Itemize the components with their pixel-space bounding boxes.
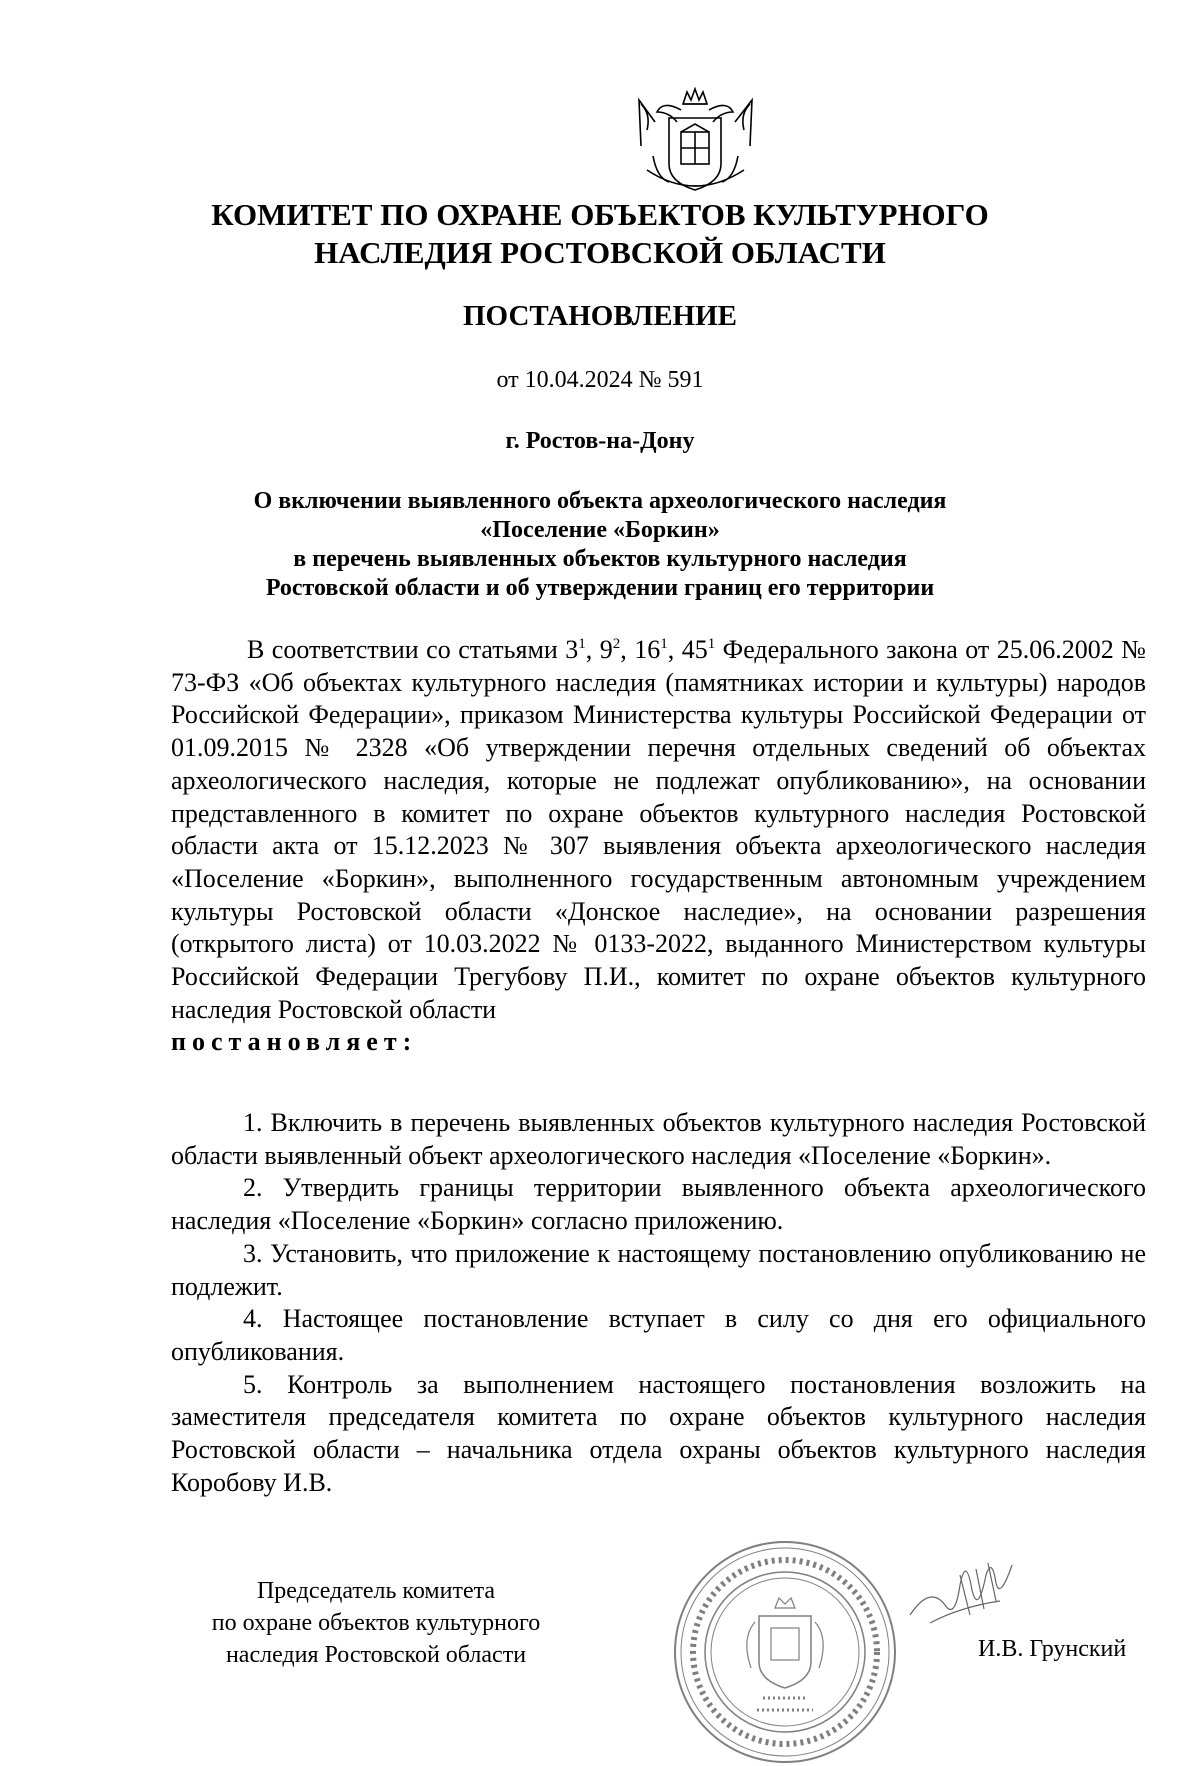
resolution-item: 5. Контроль за выполнением настоящего постановления возложить на заместителя председателя комитета по охране объектов культурного наследия Ростовской области – начальника отдела охраны объектов культурного наследия Коробову И.В. [171, 1369, 1146, 1497]
organization-line: КОМИТЕТ ПО ОХРАНЕ ОБЪЕКТОВ КУЛЬТУРНОГО [211, 197, 989, 232]
signatory-name: И.В. Грунский [978, 1636, 1127, 1662]
organization-line: НАСЛЕДИЯ РОСТОВСКОЙ ОБЛАСТИ [314, 235, 886, 270]
preamble-text: , 16 [620, 635, 661, 664]
preamble-text: , 45 [667, 635, 708, 664]
signatory-title-line: по охране объектов культурного [211, 1610, 541, 1636]
handwritten-signature-icon [900, 1545, 1020, 1635]
resolution-item: 2. Утвердить границы территории выявленного объекта археологического наследия «Поселение «Боркин» согласно приложению. [171, 1173, 1146, 1236]
subject-line: Ростовской области и об утверждении границ его территории [265, 575, 935, 601]
official-seal-icon [671, 1538, 899, 1766]
resolution-items [171, 1107, 1146, 1499]
signatory-title-line: Председатель комитета [256, 1578, 496, 1604]
subject-line: О включении выявленного объекта археологического наследия [253, 488, 947, 514]
document-type: ПОСТАНОВЛЕНИЕ [462, 300, 737, 332]
article-superscript: 1 [660, 636, 668, 652]
article-superscript: 1 [707, 636, 716, 652]
document-city: г. Ростов-на-Дону [505, 428, 695, 454]
preamble-text: В соответствии со статьями 3 [247, 635, 579, 664]
preamble-text: , 9 [585, 635, 613, 664]
resolution-item: 3. Установить, что приложение к настоящему постановлению опубликованию не подлежит. [171, 1238, 1146, 1301]
subject-line: «Поселение «Боркин» [480, 517, 720, 543]
coat-of-arms-icon [633, 86, 758, 198]
preamble-paragraph [171, 634, 1146, 1026]
subject-line: в перечень выявленных объектов культурного наследия [293, 546, 907, 572]
resolution-item: 4. Настоящее постановление вступает в силу со дня его официального опубликования. [171, 1304, 1146, 1366]
preamble [171, 634, 1146, 1059]
signatory-title [166, 1575, 586, 1671]
article-superscript: 1 [578, 636, 586, 652]
organization-name [0, 196, 1200, 272]
resolution-item: 1. Включить в перечень выявленных объектов культурного наследия Ростовской области выявленный объект археологического наследия «Поселение «Боркин». [171, 1108, 1146, 1170]
preamble-text: Федерального закона от 25.06.2002 № 73-ФЗ «Об объектах культурного наследия (памятниках истории и культуры) народов Российской Федерации», приказом Министерства культуры Российской Федерации от 01.09.2015 № 2328 «Об утверждении перечня отдельных сведений об объектах археологического наследия, которые не подлежат опубликованию», на основании представленного в комитет по охране объектов культурного наследия Ростовской области акта от 15.12.2023 № 307 выявления объекта археологического наследия «Поселение «Боркин», выполненного государственным автономным учреждением культуры Ростовской области «Донское наследие», на основании разрешения (открытого листа) от 10.03.2022 № 0133-2022, выданного Министерством культуры Российской Федерации Трегубову П.И., комитет по охране объектов культурного наследия Ростовской области [171, 635, 1146, 1024]
signatory-title-line: наследия Ростовской области [225, 1642, 527, 1668]
article-superscript: 2 [612, 636, 621, 652]
document-date-number: от 10.04.2024 № 591 [496, 367, 704, 393]
resolves-word: постановляет: [171, 1027, 418, 1057]
document-subject [0, 487, 1200, 603]
